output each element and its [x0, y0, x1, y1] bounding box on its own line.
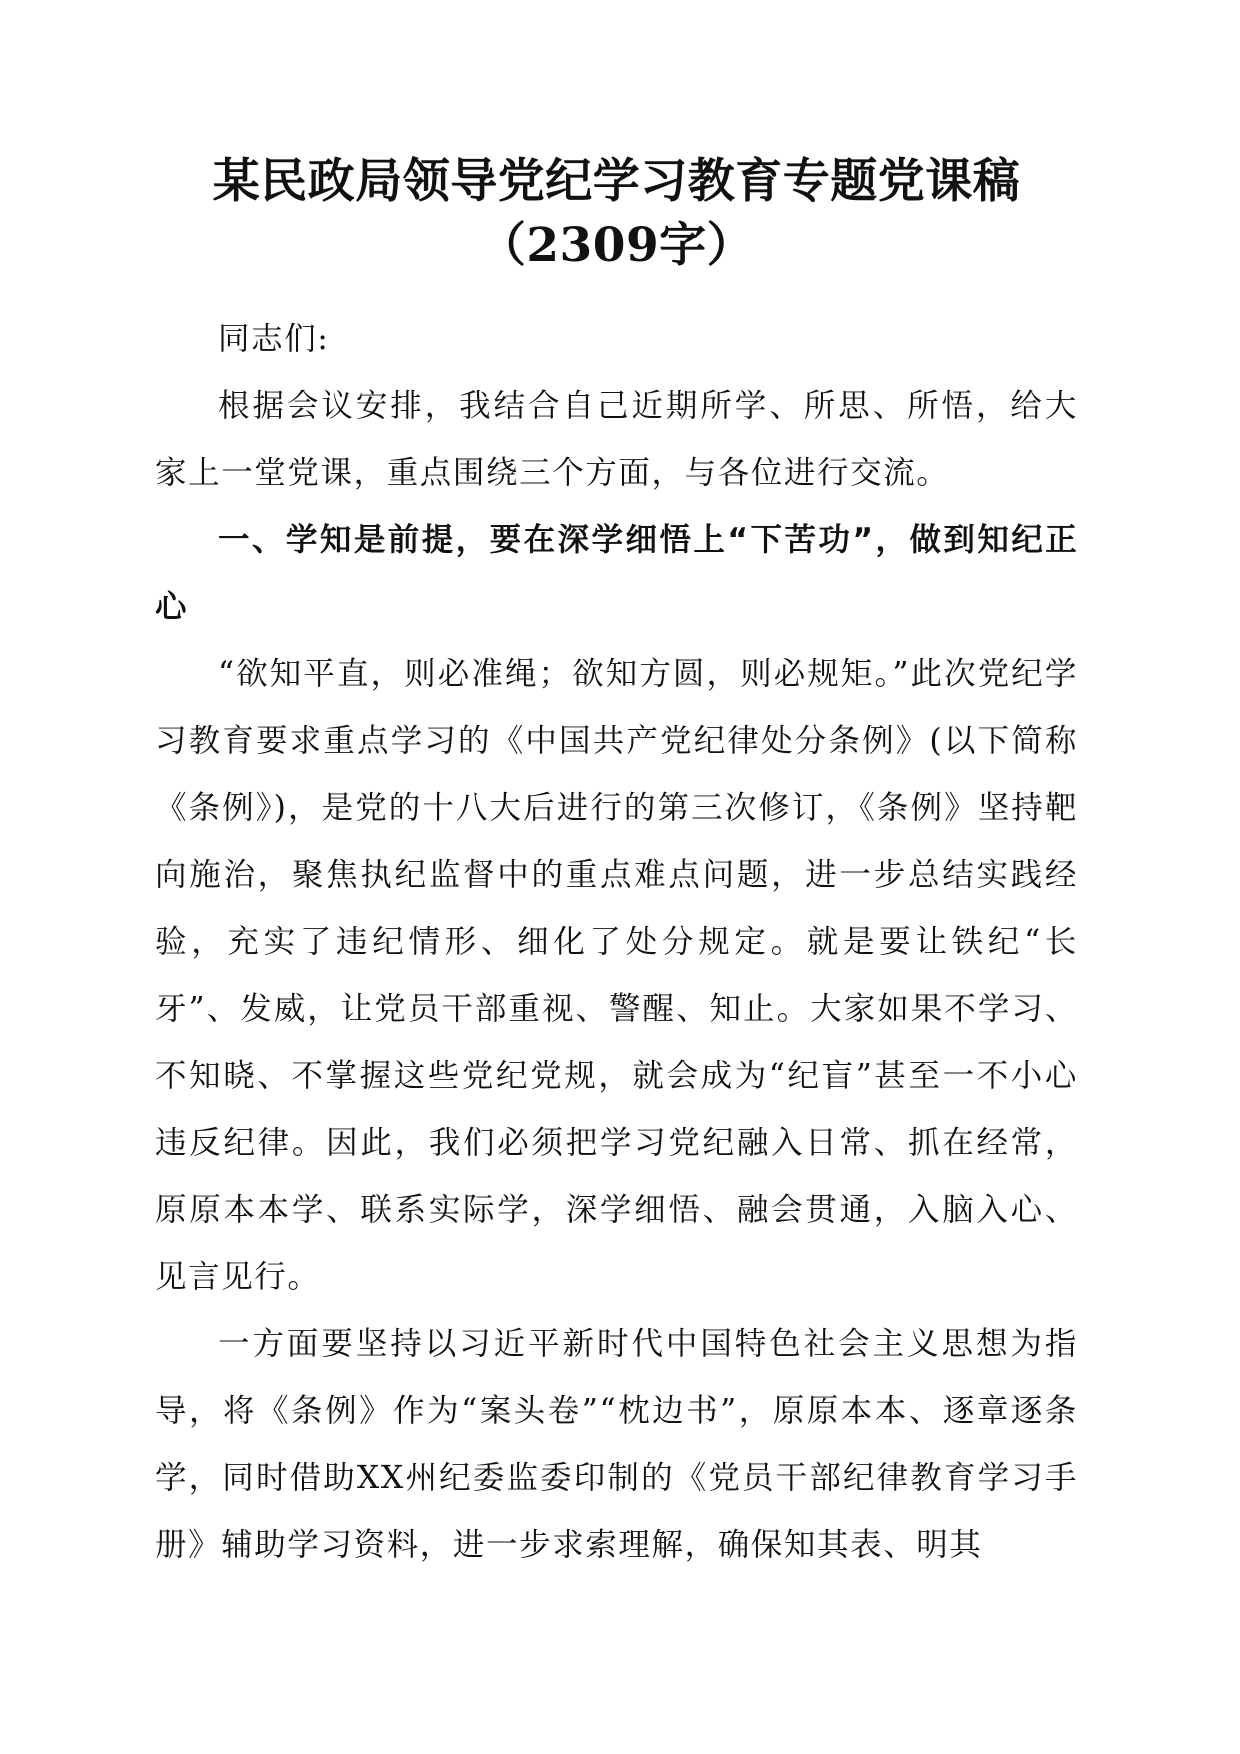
section-1-heading: 一、学知是前提，要在深学细悟上“下苦功”，做到知纪正心	[155, 522, 1078, 625]
document-page	[155, 150, 1078, 1579]
section-1-paragraph-1: “欲知平直，则必准绳；欲知方圆，则必规矩。”此次党纪学习教育要求重点学习的《中国共产党纪律处分条例》(以下简称《条例》)，是党的十八大后进行的第三次修订，《条例》坚持靶向施治，聚焦执纪监督中的重点难点问题，进一步总结实践经验，充实了违纪情形、细化了处分规定。就是要让铁纪“长牙”、发威，让党员干部重视、警醒、知止。大家如果不学习、不知晓、不掌握这些党纪党规，就会成为“纪盲”甚至一不小心违反纪律。因此，我们必须把学习党纪融入日常、抓在经常，原原本本学、联系实际学，深学细悟、融会贯通，入脑入心、见言见行。	[155, 656, 1078, 1295]
section-1-paragraph-2: 一方面要坚持以习近平新时代中国特色社会主义思想为指导，将《条例》作为“案头卷”“枕边书”，原原本本、逐章逐条学，同时借助XX州纪委监委印制的《党员干部纪律教育学习手册》辅助学习资料，进一步求索理解，确保知其表、明其	[155, 1326, 1078, 1563]
document-title: 某民政局领导党纪学习教育专题党课稿（2309字）	[212, 154, 1021, 273]
intro-paragraph: 根据会议安排，我结合自己近期所学、所思、所悟，给大家上一堂党课，重点围绕三个方面，与各位进行交流。	[155, 388, 1078, 491]
salutation: 同志们:	[218, 321, 330, 357]
